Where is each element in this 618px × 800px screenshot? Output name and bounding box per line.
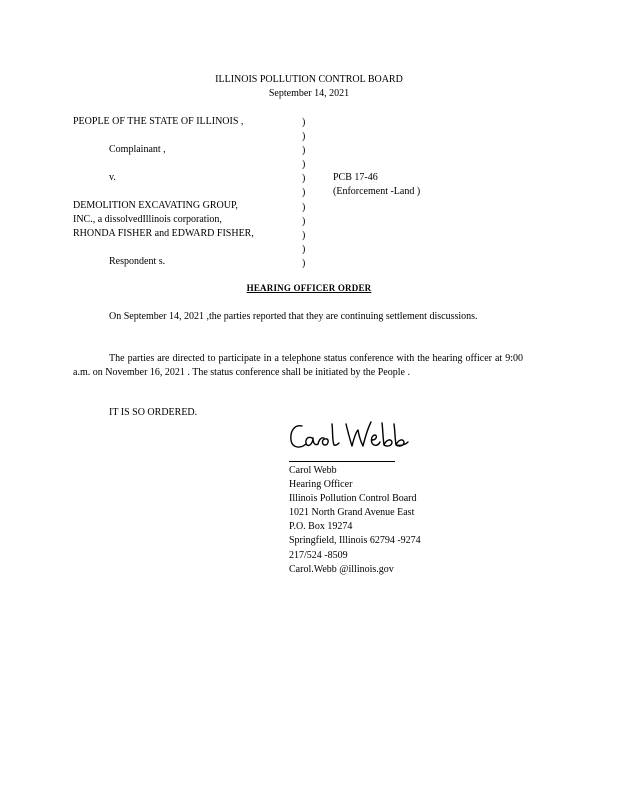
signer-street-address: 1021 North Grand Avenue East [289,507,415,519]
signature-block [289,464,421,577]
paren: ) [302,173,306,185]
signature-line [289,461,395,462]
paragraph-3: IT IS SO ORDERED. [109,407,198,418]
signer-email: Carol.Webb @illinois.gov [289,563,394,575]
signer-title: Hearing Officer [289,479,353,491]
caption-parentheses [302,116,305,271]
paren: ) [302,229,306,241]
signer-organization: Illinois Pollution Control Board [289,493,417,505]
signer-po-box: P.O. Box 19274 [289,521,353,533]
respondent-line-1: DEMOLITION EXCAVATING GROUP, [73,200,238,211]
paren: ) [302,201,306,213]
handwritten-signature [288,418,418,460]
paren: ) [302,159,306,171]
order-title-text: HEARING OFFICER ORDER [246,283,372,293]
respondent-line-2: INC., a dissolvedIllinois corporation, [73,214,222,225]
paren: ) [302,243,306,255]
paragraph-2: The parties are directed to participate in a telephone status conference with the hearing officer at 9:00 a.m. on November 16, 2021 . The status conference shall be initiated by the People . [73,353,523,378]
complainant-party: PEOPLE OF THE STATE OF ILLINOIS , [73,116,244,127]
case-type: (Enforcement -Land ) [333,186,421,197]
respondent-role: Respondent s. [109,256,166,267]
paren: ) [302,117,306,128]
paragraph-1: On September 14, 2021 ,the parties reported that they are continuing settlement discussions. [109,311,478,322]
complainant-role: Complainant , [109,144,166,155]
versus: v. [109,172,116,183]
paren: ) [302,187,306,199]
case-number: PCB 17-46 [333,172,378,183]
signer-city-state-zip: Springfield, Illinois 62794 -9274 [289,535,421,547]
respondent-line-3: RHONDA FISHER and EDWARD FISHER, [73,228,254,239]
board-name: ILLINOIS POLLUTION CONTROL BOARD [215,74,403,85]
paren: ) [302,257,306,269]
document-date: September 14, 2021 [268,88,350,99]
paren: ) [302,215,306,227]
paren: ) [302,145,306,157]
signer-name: Carol Webb [289,465,337,476]
order-title [0,283,618,293]
paren: ) [302,131,306,143]
signer-phone: 217/524 -8509 [289,549,348,561]
